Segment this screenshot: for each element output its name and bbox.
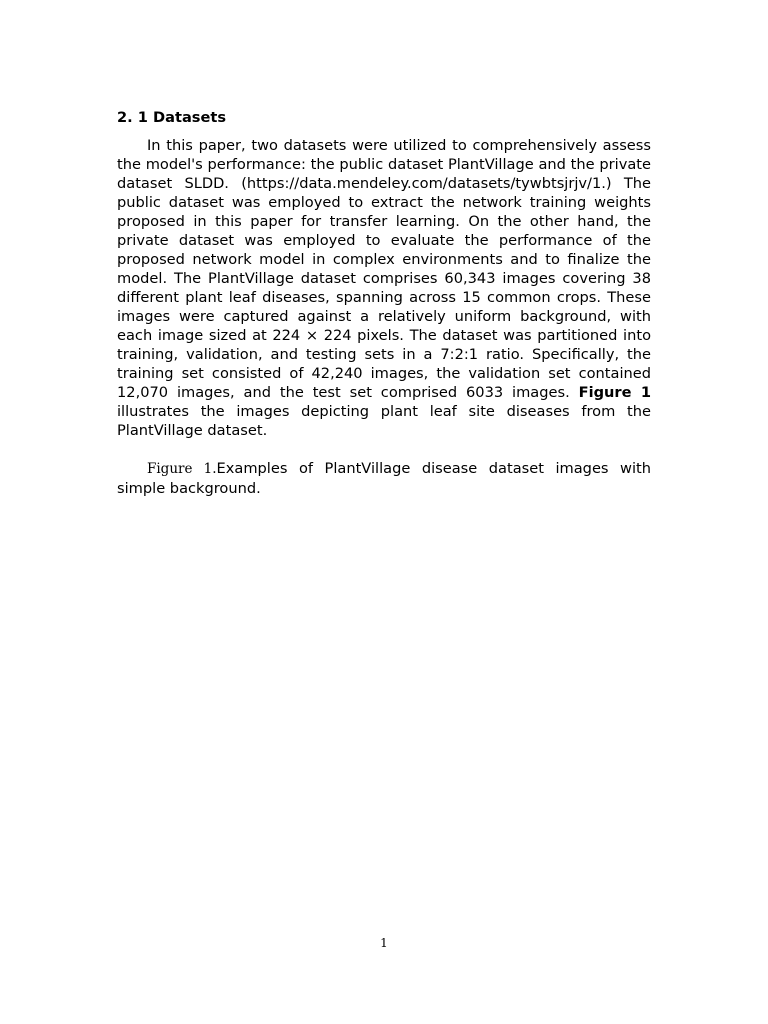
figure-reference: Figure 1 [578,384,652,401]
section-heading: 2. 1 Datasets [117,109,227,126]
page-number: 1 [380,936,388,950]
body-paragraph [117,136,651,440]
paragraph-text-part2: illustrates the images depicting plant leaf site diseases from the PlantVillage dataset. [117,403,651,439]
figure-caption-text: Examples of PlantVillage disease dataset images with simple background. [117,460,651,497]
figure-caption-label: Figure 1. [147,461,217,477]
section-content [117,108,651,498]
paragraph-text-part1: In this paper, two datasets were utilized to comprehensively assess the model's performance: the public dataset PlantVillage and the private dataset SLDD. (https://data.mendeley.com/datasets/tywbtsjrjv/1.) The public dataset was employed to extract the network training weights proposed in this paper for transfer learning. On the other hand, the private dataset was employed to evaluate the performance of the proposed network model in complex environments and to finalize the model. The PlantVillage dataset comprises 60,343 images covering 38 different plant leaf diseases, spanning across 15 common crops. These images were captured against a relatively uniform background, with each image sized at 224 × 224 pixels. The dataset was partitioned into training, validation, and testing sets in a 7:2:1 ratio. Specifically, the training set consisted of 42,240 images, the validation set contained 12,070 images, and the test set comprised 6033 images. [117,137,651,401]
figure-caption [117,459,651,498]
